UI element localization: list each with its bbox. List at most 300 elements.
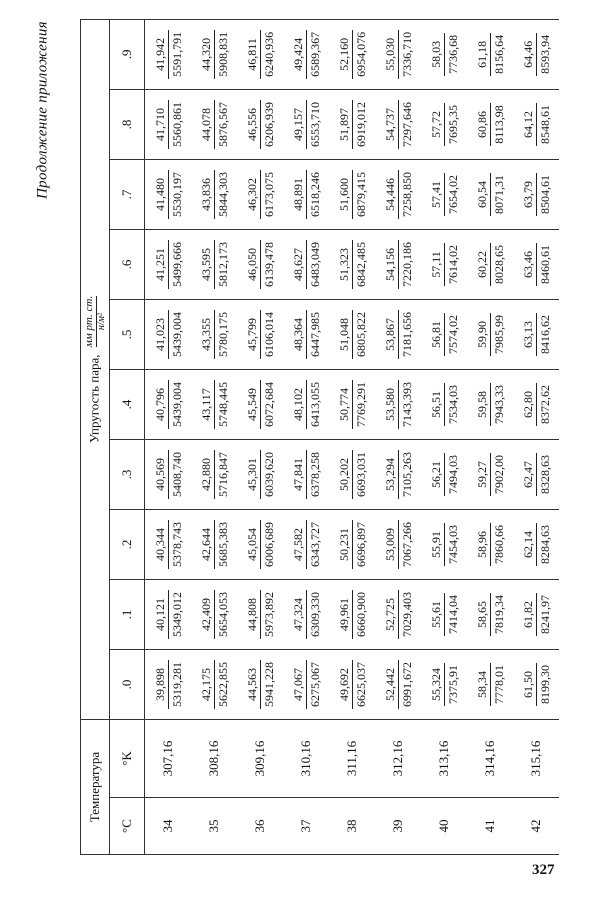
pressure-nm2: 6879,415 xyxy=(353,171,368,217)
pressure-mmhg: 53,009 xyxy=(382,527,397,561)
kelvin-cell: 309,16 xyxy=(237,719,283,797)
pressure-mmhg: 46,302 xyxy=(244,177,259,211)
pressure-mmhg: 41,710 xyxy=(152,107,167,141)
col-header-decimal: .0 xyxy=(110,649,145,719)
pressure-nm2: 8504,61 xyxy=(537,174,552,214)
pressure-header xyxy=(81,19,110,719)
pressure-nm2: 5439,004 xyxy=(169,381,184,427)
pressure-nm2: 7336,710 xyxy=(399,31,414,77)
pressure-mmhg: 62,14 xyxy=(520,530,535,558)
pressure-mmhg: 58,34 xyxy=(474,670,489,698)
pressure-mmhg: 56,51 xyxy=(428,390,443,418)
pressure-nm2: 7902,00 xyxy=(491,454,506,494)
pressure-cell xyxy=(421,509,467,579)
pressure-nm2: 8372,62 xyxy=(537,384,552,424)
pressure-nm2: 7414,04 xyxy=(445,594,460,634)
pressure-mmhg: 55,91 xyxy=(428,530,443,558)
pressure-cell xyxy=(421,229,467,299)
pressure-mmhg: 58,65 xyxy=(474,600,489,628)
table xyxy=(80,19,559,855)
pressure-nm2: 7067,266 xyxy=(399,521,414,567)
pressure-cell xyxy=(375,89,421,159)
pressure-cell xyxy=(421,649,467,719)
pressure-mmhg: 45,549 xyxy=(244,387,259,421)
table-row xyxy=(283,19,329,854)
pressure-mmhg: 43,117 xyxy=(198,388,213,421)
pressure-nm2: 6696,897 xyxy=(353,521,368,567)
pressure-nm2: 5319,281 xyxy=(169,661,184,707)
pressure-mmhg: 46,811 xyxy=(244,38,259,71)
col-header-decimal: .2 xyxy=(110,509,145,579)
pressure-nm2: 7181,656 xyxy=(399,311,414,357)
pressure-mmhg: 50,231 xyxy=(336,527,351,561)
pressure-mmhg: 55,61 xyxy=(428,600,443,628)
kelvin-cell: 311,16 xyxy=(329,719,375,797)
pressure-mmhg: 60,22 xyxy=(474,250,489,278)
table-body xyxy=(145,19,560,854)
pressure-cell xyxy=(467,89,513,159)
pressure-cell xyxy=(237,369,283,439)
pressure-mmhg: 58,03 xyxy=(428,40,443,68)
pressure-cell xyxy=(467,19,513,89)
pressure-nm2: 7297,646 xyxy=(399,101,414,147)
pressure-mmhg: 60,86 xyxy=(474,110,489,138)
pressure-mmhg: 45,054 xyxy=(244,527,259,561)
pressure-cell xyxy=(467,159,513,229)
pressure-cell xyxy=(145,229,192,299)
pressure-cell xyxy=(421,89,467,159)
pressure-cell xyxy=(467,229,513,299)
pressure-cell xyxy=(421,19,467,89)
celsius-cell: 40 xyxy=(421,798,467,855)
pressure-nm2: 6378,258 xyxy=(307,451,322,497)
pressure-cell xyxy=(513,649,559,719)
pressure-cell xyxy=(329,509,375,579)
pressure-nm2: 5716,847 xyxy=(215,451,230,497)
pressure-cell xyxy=(283,229,329,299)
pressure-mmhg: 41,942 xyxy=(152,37,167,71)
pressure-cell xyxy=(145,509,192,579)
pressure-cell xyxy=(421,159,467,229)
celsius-cell: 37 xyxy=(283,798,329,855)
pressure-nm2: 7769,291 xyxy=(353,381,368,427)
pressure-nm2: 6625,037 xyxy=(353,661,368,707)
pressure-mmhg: 64,46 xyxy=(520,40,535,68)
pressure-nm2: 7614,02 xyxy=(445,244,460,284)
pressure-cell xyxy=(145,159,192,229)
pressure-mmhg: 55,324 xyxy=(428,667,443,701)
pressure-mmhg: 42,644 xyxy=(198,527,213,561)
unit-mmhg: мм рт. ст. xyxy=(82,295,95,348)
pressure-nm2: 5378,743 xyxy=(169,521,184,567)
pressure-nm2: 7029,403 xyxy=(399,591,414,637)
pressure-mmhg: 57,11 xyxy=(428,251,443,278)
pressure-nm2: 7819,34 xyxy=(491,594,506,634)
pressure-cell xyxy=(145,579,192,649)
pressure-nm2: 5408,740 xyxy=(169,451,184,497)
pressure-cell xyxy=(191,369,237,439)
pressure-mmhg: 54,737 xyxy=(382,107,397,141)
pressure-mmhg: 54,446 xyxy=(382,177,397,211)
pressure-mmhg: 47,067 xyxy=(290,667,305,701)
pressure-nm2: 5349,012 xyxy=(169,591,184,637)
pressure-nm2: 7574,02 xyxy=(445,314,460,354)
pressure-nm2: 8593,94 xyxy=(537,34,552,74)
pressure-nm2: 8156,64 xyxy=(491,34,506,74)
celsius-cell: 39 xyxy=(375,798,421,855)
pressure-nm2: 5780,175 xyxy=(215,311,230,357)
pressure-mmhg: 44,808 xyxy=(244,597,259,631)
pressure-mmhg: 51,897 xyxy=(336,107,351,141)
pressure-nm2: 7105,263 xyxy=(399,451,414,497)
pressure-cell xyxy=(145,649,192,719)
pressure-nm2: 7454,03 xyxy=(445,524,460,564)
pressure-nm2: 6589,367 xyxy=(307,31,322,77)
pressure-mmhg: 41,023 xyxy=(152,317,167,351)
pressure-mmhg: 40,121 xyxy=(152,597,167,631)
pressure-mmhg: 40,569 xyxy=(152,457,167,491)
pressure-nm2: 6039,620 xyxy=(261,451,276,497)
pressure-cell xyxy=(283,649,329,719)
pressure-cell xyxy=(145,19,192,89)
pressure-cell xyxy=(283,19,329,89)
pressure-cell xyxy=(513,19,559,89)
pressure-nm2: 8071,31 xyxy=(491,174,506,214)
pressure-nm2: 7736,68 xyxy=(445,34,460,74)
pressure-mmhg: 63,13 xyxy=(520,320,535,348)
unit-nm2: н/м² xyxy=(95,312,107,331)
pressure-nm2: 5439,004 xyxy=(169,311,184,357)
pressure-mmhg: 59,90 xyxy=(474,320,489,348)
pressure-mmhg: 48,364 xyxy=(290,317,305,351)
pressure-mmhg: 40,344 xyxy=(152,527,167,561)
pressure-cell xyxy=(375,229,421,299)
pressure-cell xyxy=(283,509,329,579)
pressure-mmhg: 49,692 xyxy=(336,667,351,701)
pressure-mmhg: 48,891 xyxy=(290,177,305,211)
pressure-nm2: 5591,791 xyxy=(169,31,184,77)
pressure-cell xyxy=(145,89,192,159)
pressure-mmhg: 53,580 xyxy=(382,387,397,421)
pressure-nm2: 5844,303 xyxy=(215,171,230,217)
pressure-cell xyxy=(329,299,375,369)
col-header-decimal: .9 xyxy=(110,19,145,89)
pressure-mmhg: 51,323 xyxy=(336,247,351,281)
pressure-nm2: 5748,445 xyxy=(215,381,230,427)
pressure-cell xyxy=(283,299,329,369)
pressure-nm2: 5812,173 xyxy=(215,241,230,287)
pressure-mmhg: 58,96 xyxy=(474,530,489,558)
pressure-mmhg: 43,355 xyxy=(198,317,213,351)
pressure-cell xyxy=(375,439,421,509)
table-row xyxy=(467,19,513,854)
pressure-cell xyxy=(329,89,375,159)
pressure-mmhg: 53,867 xyxy=(382,317,397,351)
pressure-cell xyxy=(191,439,237,509)
pressure-cell xyxy=(513,439,559,509)
pressure-cell xyxy=(513,369,559,439)
pressure-mmhg: 57,41 xyxy=(428,180,443,208)
pressure-cell xyxy=(283,89,329,159)
pressure-nm2: 6483,049 xyxy=(307,241,322,287)
pressure-cell xyxy=(283,439,329,509)
pressure-cell xyxy=(513,299,559,369)
pressure-nm2: 7258,850 xyxy=(399,171,414,217)
pressure-cell xyxy=(467,369,513,439)
pressure-cell xyxy=(329,439,375,509)
pressure-nm2: 8328,63 xyxy=(537,454,552,494)
pressure-nm2: 5908,831 xyxy=(215,31,230,77)
col-header-decimal: .5 xyxy=(110,299,145,369)
pressure-nm2: 6309,330 xyxy=(307,591,322,637)
celsius-cell: 35 xyxy=(191,798,237,855)
pressure-nm2: 5622,855 xyxy=(215,661,230,707)
pressure-cell xyxy=(237,19,283,89)
pressure-cell xyxy=(145,369,192,439)
celsius-cell: 42 xyxy=(513,798,559,855)
pressure-nm2: 7494,03 xyxy=(445,454,460,494)
kelvin-cell: 315,16 xyxy=(513,719,559,797)
col-header-decimal: .6 xyxy=(110,229,145,299)
pressure-cell xyxy=(375,579,421,649)
celsius-cell: 36 xyxy=(237,798,283,855)
col-header-celsius: °C xyxy=(110,798,145,855)
pressure-mmhg: 50,774 xyxy=(336,387,351,421)
pressure-nm2: 8284,63 xyxy=(537,524,552,564)
pressure-nm2: 6343,727 xyxy=(307,521,322,567)
pressure-mmhg: 45,799 xyxy=(244,317,259,351)
pressure-nm2: 6693,031 xyxy=(353,451,368,497)
pressure-nm2: 7943,33 xyxy=(491,384,506,424)
running-head-text: Продолжение приложения xyxy=(34,21,51,199)
pressure-mmhg: 52,442 xyxy=(382,667,397,701)
kelvin-cell: 310,16 xyxy=(283,719,329,797)
running-head xyxy=(28,0,58,905)
pressure-nm2: 6413,055 xyxy=(307,381,322,427)
pressure-nm2: 6991,672 xyxy=(399,661,414,707)
pressure-mmhg: 63,79 xyxy=(520,180,535,208)
pressure-nm2: 6106,014 xyxy=(261,311,276,357)
pressure-nm2: 7985,99 xyxy=(491,314,506,354)
pressure-mmhg: 46,050 xyxy=(244,247,259,281)
pressure-mmhg: 42,175 xyxy=(198,667,213,701)
pressure-cell xyxy=(421,299,467,369)
pressure-cell xyxy=(283,369,329,439)
pressure-nm2: 8028,65 xyxy=(491,244,506,284)
pressure-mmhg: 45,301 xyxy=(244,457,259,491)
pressure-nm2: 6139,478 xyxy=(261,241,276,287)
pressure-mmhg: 49,961 xyxy=(336,597,351,631)
pressure-cell xyxy=(375,19,421,89)
pressure-cell xyxy=(513,509,559,579)
pressure-cell xyxy=(191,159,237,229)
pressure-cell xyxy=(467,439,513,509)
pressure-nm2: 6240,936 xyxy=(261,31,276,77)
kelvin-cell: 312,16 xyxy=(375,719,421,797)
pressure-mmhg: 60,54 xyxy=(474,180,489,208)
pressure-mmhg: 59,27 xyxy=(474,460,489,488)
table-row xyxy=(191,19,237,854)
pressure-nm2: 6275,067 xyxy=(307,661,322,707)
pressure-mmhg: 47,582 xyxy=(290,527,305,561)
col-header-decimal: .4 xyxy=(110,369,145,439)
pressure-mmhg: 48,627 xyxy=(290,247,305,281)
table-row xyxy=(421,19,467,854)
pressure-cell xyxy=(375,649,421,719)
pressure-cell xyxy=(283,579,329,649)
pressure-cell xyxy=(513,159,559,229)
pressure-nm2: 7695,35 xyxy=(445,104,460,144)
pressure-mmhg: 55,030 xyxy=(382,37,397,71)
pressure-cell xyxy=(237,439,283,509)
pressure-cell xyxy=(329,19,375,89)
pressure-nm2: 5499,666 xyxy=(169,241,184,287)
pressure-nm2: 7220,186 xyxy=(399,241,414,287)
pressure-nm2: 5530,197 xyxy=(169,171,184,217)
pressure-mmhg: 49,157 xyxy=(290,107,305,141)
pressure-nm2: 5685,383 xyxy=(215,521,230,567)
pressure-mmhg: 42,880 xyxy=(198,457,213,491)
pressure-mmhg: 52,725 xyxy=(382,597,397,631)
pressure-cell xyxy=(375,299,421,369)
pressure-nm2: 8416,62 xyxy=(537,314,552,354)
pressure-nm2: 5941,228 xyxy=(261,661,276,707)
pressure-nm2: 8113,98 xyxy=(491,105,506,144)
table-row xyxy=(145,19,192,854)
pressure-cell xyxy=(467,299,513,369)
pressure-cell xyxy=(191,229,237,299)
pressure-cell xyxy=(237,509,283,579)
pressure-nm2: 6553,710 xyxy=(307,101,322,147)
pressure-nm2: 7860,66 xyxy=(491,524,506,564)
pressure-cell xyxy=(421,369,467,439)
pressure-mmhg: 61,82 xyxy=(520,600,535,628)
pressure-unit xyxy=(84,296,107,347)
pressure-mmhg: 43,595 xyxy=(198,247,213,281)
pressure-mmhg: 52,160 xyxy=(336,37,351,71)
pressure-mmhg: 64,12 xyxy=(520,110,535,138)
pressure-mmhg: 54,156 xyxy=(382,247,397,281)
pressure-mmhg: 47,324 xyxy=(290,597,305,631)
pressure-nm2: 6006,689 xyxy=(261,521,276,567)
pressure-cell xyxy=(513,229,559,299)
kelvin-cell: 308,16 xyxy=(191,719,237,797)
pressure-nm2: 7778,01 xyxy=(491,664,506,704)
pressure-nm2: 6954,076 xyxy=(353,31,368,77)
pressure-cell xyxy=(513,89,559,159)
pressure-cell xyxy=(467,579,513,649)
pressure-cell xyxy=(191,19,237,89)
pressure-cell xyxy=(237,649,283,719)
pressure-mmhg: 63,46 xyxy=(520,250,535,278)
pressure-mmhg: 40,796 xyxy=(152,387,167,421)
pressure-cell xyxy=(237,89,283,159)
pressure-nm2: 6072,684 xyxy=(261,381,276,427)
pressure-mmhg: 46,556 xyxy=(244,107,259,141)
pressure-mmhg: 43,836 xyxy=(198,177,213,211)
column-header-row xyxy=(110,19,145,854)
table-row xyxy=(375,19,421,854)
pressure-mmhg: 61,18 xyxy=(474,40,489,68)
celsius-cell: 41 xyxy=(467,798,513,855)
pressure-mmhg: 51,048 xyxy=(336,317,351,351)
kelvin-cell: 307,16 xyxy=(145,719,192,797)
pressure-cell xyxy=(145,299,192,369)
pressure-mmhg: 48,102 xyxy=(290,387,305,421)
pressure-nm2: 8241,97 xyxy=(537,594,552,634)
pressure-nm2: 6206,939 xyxy=(261,101,276,147)
pressure-cell xyxy=(191,299,237,369)
pressure-nm2: 5973,892 xyxy=(261,591,276,637)
pressure-cell xyxy=(421,439,467,509)
pressure-mmhg: 57,72 xyxy=(428,110,443,138)
pressure-mmhg: 42,409 xyxy=(198,597,213,631)
page-number: 327 xyxy=(532,862,555,878)
pressure-cell xyxy=(191,509,237,579)
pressure-cell xyxy=(237,579,283,649)
pressure-nm2: 8199,30 xyxy=(537,664,552,704)
table-row xyxy=(237,19,283,854)
celsius-cell: 38 xyxy=(329,798,375,855)
pressure-nm2: 6173,075 xyxy=(261,171,276,217)
pressure-nm2: 6842,485 xyxy=(353,241,368,287)
col-header-decimal: .3 xyxy=(110,439,145,509)
table-row xyxy=(513,19,559,854)
pressure-nm2: 5876,567 xyxy=(215,101,230,147)
pressure-mmhg: 44,078 xyxy=(198,107,213,141)
pressure-cell xyxy=(421,579,467,649)
pressure-label: Упругость пара, xyxy=(85,354,101,444)
pressure-mmhg: 39,898 xyxy=(152,667,167,701)
pressure-cell xyxy=(329,369,375,439)
pressure-cell xyxy=(329,159,375,229)
pressure-cell xyxy=(237,299,283,369)
pressure-nm2: 5560,861 xyxy=(169,101,184,147)
pressure-cell xyxy=(283,159,329,229)
pressure-mmhg: 44,563 xyxy=(244,667,259,701)
pressure-mmhg: 56,21 xyxy=(428,460,443,488)
pressure-mmhg: 47,841 xyxy=(290,457,305,491)
pressure-nm2: 8548,61 xyxy=(537,104,552,144)
pressure-cell xyxy=(191,649,237,719)
pressure-cell xyxy=(329,649,375,719)
pressure-mmhg: 53,294 xyxy=(382,457,397,491)
pressure-cell xyxy=(237,229,283,299)
table-row xyxy=(329,19,375,854)
pressure-cell xyxy=(191,579,237,649)
pressure-nm2: 7143,393 xyxy=(399,381,414,427)
pressure-mmhg: 59,58 xyxy=(474,390,489,418)
pressure-mmhg: 41,480 xyxy=(152,177,167,211)
pressure-cell xyxy=(191,89,237,159)
col-header-decimal: .7 xyxy=(110,159,145,229)
pressure-nm2: 6660,900 xyxy=(353,591,368,637)
pressure-cell xyxy=(467,509,513,579)
pressure-mmhg: 51,600 xyxy=(336,177,351,211)
col-header-decimal: .8 xyxy=(110,89,145,159)
pressure-nm2: 7375,91 xyxy=(445,664,460,704)
pressure-nm2: 6518,246 xyxy=(307,171,322,217)
pressure-mmhg: 62,80 xyxy=(520,390,535,418)
col-header-kelvin: °K xyxy=(110,719,145,797)
pressure-mmhg: 62,47 xyxy=(520,460,535,488)
kelvin-cell: 313,16 xyxy=(421,719,467,797)
pressure-nm2: 6919,012 xyxy=(353,101,368,147)
pressure-cell xyxy=(329,579,375,649)
pressure-nm2: 8460,61 xyxy=(537,244,552,284)
pressure-cell xyxy=(329,229,375,299)
pressure-mmhg: 44,320 xyxy=(198,37,213,71)
